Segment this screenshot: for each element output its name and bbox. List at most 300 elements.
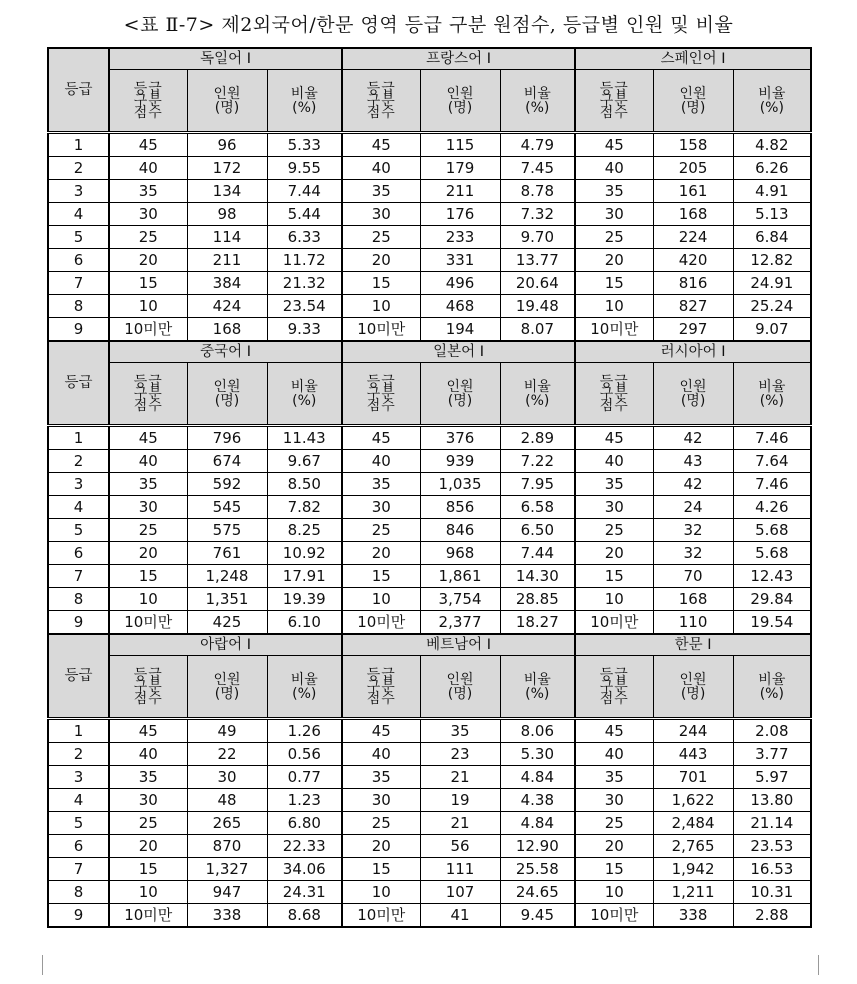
table-cell: 21.14	[733, 812, 811, 835]
table-cell: 297	[653, 318, 733, 342]
table-row	[48, 881, 811, 904]
table-cell: 224	[653, 226, 733, 249]
table-cell: 496	[420, 272, 500, 295]
table-cell: 468	[420, 295, 500, 318]
table-cell: 8.06	[500, 719, 575, 743]
cut-score-header-line: 등급	[599, 80, 629, 97]
ratio-header	[733, 363, 811, 426]
table-row	[48, 496, 811, 519]
cut-score-header-line: 구분	[599, 92, 629, 109]
ratio-header-line: (%)	[759, 99, 784, 116]
count-header	[187, 363, 267, 426]
table-cell: 42	[653, 426, 733, 450]
table-cell: 6.50	[500, 519, 575, 542]
table-cell: 25	[109, 226, 187, 249]
cut-score-header-line: 등급	[599, 666, 629, 683]
count-header-line: 인원	[446, 671, 474, 688]
ratio-header	[733, 70, 811, 133]
table-cell: 968	[420, 542, 500, 565]
table-cell: 9.55	[267, 157, 342, 180]
table-cell: 7.46	[733, 473, 811, 496]
table-cell: 20	[575, 249, 653, 272]
cut-score-header-line: 구분	[133, 678, 163, 695]
count-header-line: (명)	[680, 392, 706, 409]
table-cell: 10	[575, 588, 653, 611]
table-cell: 10미만	[109, 904, 187, 928]
table-cell: 10미만	[575, 611, 653, 635]
table-cell: 70	[653, 565, 733, 588]
table-cell: 30	[342, 496, 420, 519]
table-cell: 9.45	[500, 904, 575, 928]
table-cell: 19.39	[267, 588, 342, 611]
table-cell: 12.43	[733, 565, 811, 588]
ratio-header-line: 비율	[290, 85, 318, 102]
table-cell: 1,351	[187, 588, 267, 611]
table-row	[48, 766, 811, 789]
count-header	[420, 656, 500, 719]
table-cell: 18.27	[500, 611, 575, 635]
language-header: 독일어 Ⅰ	[109, 48, 342, 70]
table-cell: 6.58	[500, 496, 575, 519]
table-cell: 10	[575, 881, 653, 904]
table-cell: 939	[420, 450, 500, 473]
grade-column-header: 등급	[48, 341, 109, 426]
table-cell: 443	[653, 743, 733, 766]
count-header	[653, 70, 733, 133]
table-cell: 134	[187, 180, 267, 203]
table-cell: 40	[109, 743, 187, 766]
language-header: 스페인어 Ⅰ	[575, 48, 811, 70]
table-cell: 25	[109, 519, 187, 542]
table-cell: 10미만	[342, 318, 420, 342]
table-cell: 20	[575, 835, 653, 858]
table-cell: 35	[420, 719, 500, 743]
grade-cell: 7	[48, 858, 109, 881]
cut-score-header-line: 점수	[366, 104, 396, 121]
language-header: 한문 Ⅰ	[575, 634, 811, 656]
table-cell: 211	[187, 249, 267, 272]
cut-score-header-line: 점수	[599, 397, 629, 414]
table-cell: 0.77	[267, 766, 342, 789]
table-cell: 1,211	[653, 881, 733, 904]
grade-cell: 3	[48, 473, 109, 496]
table-row	[48, 789, 811, 812]
table-cell: 1,327	[187, 858, 267, 881]
table-cell: 7.82	[267, 496, 342, 519]
table-cell: 7.64	[733, 450, 811, 473]
table-cell: 25	[342, 519, 420, 542]
table-cell: 13.77	[500, 249, 575, 272]
table-cell: 15	[109, 565, 187, 588]
table-row	[48, 473, 811, 496]
cut-score-header	[109, 363, 187, 426]
ratio-header	[733, 656, 811, 719]
table-cell: 827	[653, 295, 733, 318]
table-cell: 35	[575, 473, 653, 496]
table-cell: 3.77	[733, 743, 811, 766]
table-cell: 21	[420, 766, 500, 789]
table-cell: 114	[187, 226, 267, 249]
table-cell: 35	[109, 180, 187, 203]
table-cell: 30	[575, 496, 653, 519]
ratio-header-line: 비율	[523, 85, 551, 102]
table-cell: 30	[187, 766, 267, 789]
table-cell: 5.68	[733, 542, 811, 565]
table-row	[48, 542, 811, 565]
table-cell: 45	[342, 719, 420, 743]
table-cell: 45	[109, 133, 187, 157]
table-cell: 24.31	[267, 881, 342, 904]
table-cell: 35	[575, 180, 653, 203]
grade-cell: 6	[48, 542, 109, 565]
count-header-line: 인원	[679, 378, 707, 395]
table-cell: 575	[187, 519, 267, 542]
table-cell: 179	[420, 157, 500, 180]
column-subheader-row	[48, 363, 811, 426]
table-cell: 16.53	[733, 858, 811, 881]
table-row	[48, 180, 811, 203]
table-cell: 10미만	[109, 611, 187, 635]
grade-cell: 3	[48, 180, 109, 203]
table-cell: 7.22	[500, 450, 575, 473]
language-header-row	[48, 341, 811, 363]
table-cell: 545	[187, 496, 267, 519]
table-cell: 4.26	[733, 496, 811, 519]
table-cell: 25	[575, 519, 653, 542]
table-row	[48, 812, 811, 835]
table-cell: 331	[420, 249, 500, 272]
table-row	[48, 133, 811, 157]
table-cell: 11.43	[267, 426, 342, 450]
table-cell: 12.82	[733, 249, 811, 272]
ratio-header	[267, 70, 342, 133]
table-cell: 2.08	[733, 719, 811, 743]
table-cell: 20	[109, 835, 187, 858]
cut-score-header	[342, 363, 420, 426]
count-header	[420, 363, 500, 426]
table-row	[48, 272, 811, 295]
table-cell: 211	[420, 180, 500, 203]
count-header	[653, 363, 733, 426]
table-cell: 23.54	[267, 295, 342, 318]
count-header-line: 인원	[213, 671, 241, 688]
table-row	[48, 426, 811, 450]
page-corner-mark-left	[22, 955, 43, 975]
count-header-line: 인원	[679, 671, 707, 688]
table-cell: 592	[187, 473, 267, 496]
table-cell: 7.44	[500, 542, 575, 565]
cut-score-header-line: 등급	[133, 666, 163, 683]
table-cell: 24	[653, 496, 733, 519]
table-cell: 7.46	[733, 426, 811, 450]
cut-score-header	[109, 70, 187, 133]
count-header-line: (명)	[680, 99, 706, 116]
table-cell: 1,942	[653, 858, 733, 881]
table-cell: 10미만	[575, 318, 653, 342]
table-cell: 10	[109, 295, 187, 318]
table-cell: 5.97	[733, 766, 811, 789]
count-header-line: (명)	[214, 392, 240, 409]
table-cell: 19.48	[500, 295, 575, 318]
grade-cell: 5	[48, 812, 109, 835]
cut-score-header-line: 구분	[599, 385, 629, 402]
table-cell: 15	[575, 858, 653, 881]
table-cell: 23.53	[733, 835, 811, 858]
table-cell: 45	[109, 719, 187, 743]
table-cell: 796	[187, 426, 267, 450]
cut-score-header-line: 점수	[366, 397, 396, 414]
table-cell: 24.91	[733, 272, 811, 295]
table-cell: 6.10	[267, 611, 342, 635]
ratio-header-line: (%)	[525, 99, 550, 116]
table-cell: 0.56	[267, 743, 342, 766]
table-cell: 23	[420, 743, 500, 766]
table-cell: 761	[187, 542, 267, 565]
table-cell: 10	[342, 295, 420, 318]
count-header-line: 인원	[446, 85, 474, 102]
grade-cell: 5	[48, 519, 109, 542]
table-cell: 5.30	[500, 743, 575, 766]
language-header: 러시아어 Ⅰ	[575, 341, 811, 363]
table-cell: 20.64	[500, 272, 575, 295]
table-cell: 25	[342, 226, 420, 249]
count-header-line: 인원	[679, 85, 707, 102]
ratio-header-line: 비율	[758, 85, 786, 102]
table-cell: 13.80	[733, 789, 811, 812]
cut-score-header-line: 점수	[599, 104, 629, 121]
table-cell: 14.30	[500, 565, 575, 588]
table-cell: 12.90	[500, 835, 575, 858]
ratio-header-line: (%)	[759, 685, 784, 702]
ratio-header-line: 비율	[290, 378, 318, 395]
table-cell: 30	[109, 496, 187, 519]
table-cell: 30	[342, 203, 420, 226]
table-cell: 947	[187, 881, 267, 904]
table-cell: 15	[342, 858, 420, 881]
cut-score-header-line: 구분	[133, 92, 163, 109]
count-header	[187, 656, 267, 719]
table-cell: 35	[109, 473, 187, 496]
count-header-line: (명)	[214, 685, 240, 702]
table-cell: 40	[342, 743, 420, 766]
table-cell: 244	[653, 719, 733, 743]
table-cell: 816	[653, 272, 733, 295]
table-row	[48, 226, 811, 249]
table-cell: 161	[653, 180, 733, 203]
table-cell: 10	[342, 588, 420, 611]
table-cell: 15	[342, 565, 420, 588]
table-cell: 40	[575, 743, 653, 766]
table-cell: 20	[342, 835, 420, 858]
cut-score-header-line: 등급	[366, 373, 396, 390]
ratio-header-line: 비율	[758, 378, 786, 395]
table-cell: 48	[187, 789, 267, 812]
table-row	[48, 450, 811, 473]
table-cell: 10.92	[267, 542, 342, 565]
table-cell: 5.68	[733, 519, 811, 542]
table-cell: 19.54	[733, 611, 811, 635]
count-header-line: (명)	[447, 685, 473, 702]
table-cell: 9.33	[267, 318, 342, 342]
count-header-line: (명)	[680, 685, 706, 702]
table-cell: 49	[187, 719, 267, 743]
cut-score-header-line: 점수	[133, 690, 163, 707]
table-cell: 384	[187, 272, 267, 295]
grade-cell: 9	[48, 904, 109, 928]
language-header: 베트남어 Ⅰ	[342, 634, 575, 656]
table-cell: 21.32	[267, 272, 342, 295]
table-cell: 30	[575, 789, 653, 812]
table-cell: 43	[653, 450, 733, 473]
table-row	[48, 318, 811, 342]
cut-score-header	[342, 656, 420, 719]
cut-score-header	[342, 70, 420, 133]
table-cell: 11.72	[267, 249, 342, 272]
table-cell: 28.85	[500, 588, 575, 611]
cut-score-header	[109, 656, 187, 719]
table-cell: 2,765	[653, 835, 733, 858]
column-subheader-row	[48, 656, 811, 719]
table-cell: 10	[109, 881, 187, 904]
ratio-header-line: (%)	[292, 392, 317, 409]
table-cell: 30	[342, 789, 420, 812]
table-cell: 45	[575, 133, 653, 157]
table-cell: 35	[109, 766, 187, 789]
table-cell: 265	[187, 812, 267, 835]
page-corner-mark-right	[818, 955, 839, 975]
grade-cell: 6	[48, 835, 109, 858]
table-cell: 35	[342, 180, 420, 203]
table-cell: 15	[575, 272, 653, 295]
table-cell: 10	[575, 295, 653, 318]
table-cell: 29.84	[733, 588, 811, 611]
table-cell: 338	[653, 904, 733, 928]
table-cell: 17.91	[267, 565, 342, 588]
table-cell: 2.89	[500, 426, 575, 450]
table-cell: 19	[420, 789, 500, 812]
table-row	[48, 835, 811, 858]
table-cell: 34.06	[267, 858, 342, 881]
cut-score-header	[575, 70, 653, 133]
table-cell: 846	[420, 519, 500, 542]
ratio-header-line: (%)	[525, 392, 550, 409]
language-header: 중국어 Ⅰ	[109, 341, 342, 363]
table-cell: 7.45	[500, 157, 575, 180]
grade-column-header: 등급	[48, 634, 109, 719]
ratio-header-line: 비율	[523, 378, 551, 395]
table-cell: 6.80	[267, 812, 342, 835]
ratio-header-line: (%)	[292, 685, 317, 702]
grade-cell: 1	[48, 133, 109, 157]
table-row	[48, 519, 811, 542]
grade-cell: 8	[48, 295, 109, 318]
table-cell: 205	[653, 157, 733, 180]
table-row	[48, 157, 811, 180]
table-row	[48, 904, 811, 928]
table-cell: 233	[420, 226, 500, 249]
table-cell: 20	[342, 542, 420, 565]
table-cell: 420	[653, 249, 733, 272]
table-cell: 168	[653, 203, 733, 226]
table-cell: 9.67	[267, 450, 342, 473]
cut-score-header-line: 구분	[366, 385, 396, 402]
table-cell: 98	[187, 203, 267, 226]
count-header-line: (명)	[447, 99, 473, 116]
table-cell: 6.33	[267, 226, 342, 249]
count-header-line: 인원	[446, 378, 474, 395]
table-cell: 5.33	[267, 133, 342, 157]
table-cell: 10미만	[575, 904, 653, 928]
cut-score-header-line: 점수	[133, 397, 163, 414]
table-row	[48, 611, 811, 635]
table-row	[48, 295, 811, 318]
table-cell: 22.33	[267, 835, 342, 858]
table-cell: 338	[187, 904, 267, 928]
grade-column-header: 등급	[48, 48, 109, 133]
table-cell: 96	[187, 133, 267, 157]
table-cell: 2.88	[733, 904, 811, 928]
table-cell: 20	[109, 249, 187, 272]
table-cell: 1,248	[187, 565, 267, 588]
table-cell: 30	[575, 203, 653, 226]
table-row	[48, 565, 811, 588]
table-cell: 35	[342, 766, 420, 789]
table-cell: 40	[342, 157, 420, 180]
cut-score-header-line: 점수	[133, 104, 163, 121]
table-cell: 42	[653, 473, 733, 496]
ratio-header-line: (%)	[292, 99, 317, 116]
table-row	[48, 588, 811, 611]
language-header: 프랑스어 Ⅰ	[342, 48, 575, 70]
grade-cell: 3	[48, 766, 109, 789]
table-cell: 40	[575, 450, 653, 473]
table-cell: 8.68	[267, 904, 342, 928]
table-cell: 25.58	[500, 858, 575, 881]
table-cell: 40	[109, 450, 187, 473]
table-cell: 424	[187, 295, 267, 318]
language-header: 일본어 Ⅰ	[342, 341, 575, 363]
cut-score-header-line: 점수	[366, 690, 396, 707]
grade-cell: 2	[48, 450, 109, 473]
table-cell: 30	[109, 203, 187, 226]
ratio-header	[500, 363, 575, 426]
cut-score-header-line: 구분	[599, 678, 629, 695]
table-cell: 20	[109, 542, 187, 565]
table-cell: 158	[653, 133, 733, 157]
table-cell: 25.24	[733, 295, 811, 318]
table-cell: 7.95	[500, 473, 575, 496]
grade-cell: 4	[48, 789, 109, 812]
table-cell: 8.07	[500, 318, 575, 342]
table-cell: 21	[420, 812, 500, 835]
ratio-header-line: (%)	[525, 685, 550, 702]
cut-score-header	[575, 656, 653, 719]
table-cell: 3,754	[420, 588, 500, 611]
table-cell: 1,622	[653, 789, 733, 812]
table-cell: 45	[575, 719, 653, 743]
table-cell: 4.84	[500, 812, 575, 835]
count-header	[187, 70, 267, 133]
table-row	[48, 743, 811, 766]
table-cell: 35	[342, 473, 420, 496]
grade-cell: 2	[48, 157, 109, 180]
table-cell: 20	[575, 542, 653, 565]
table-cell: 25	[109, 812, 187, 835]
table-cell: 4.79	[500, 133, 575, 157]
table-cell: 10미만	[109, 318, 187, 342]
table-cell: 107	[420, 881, 500, 904]
table-cell: 35	[575, 766, 653, 789]
